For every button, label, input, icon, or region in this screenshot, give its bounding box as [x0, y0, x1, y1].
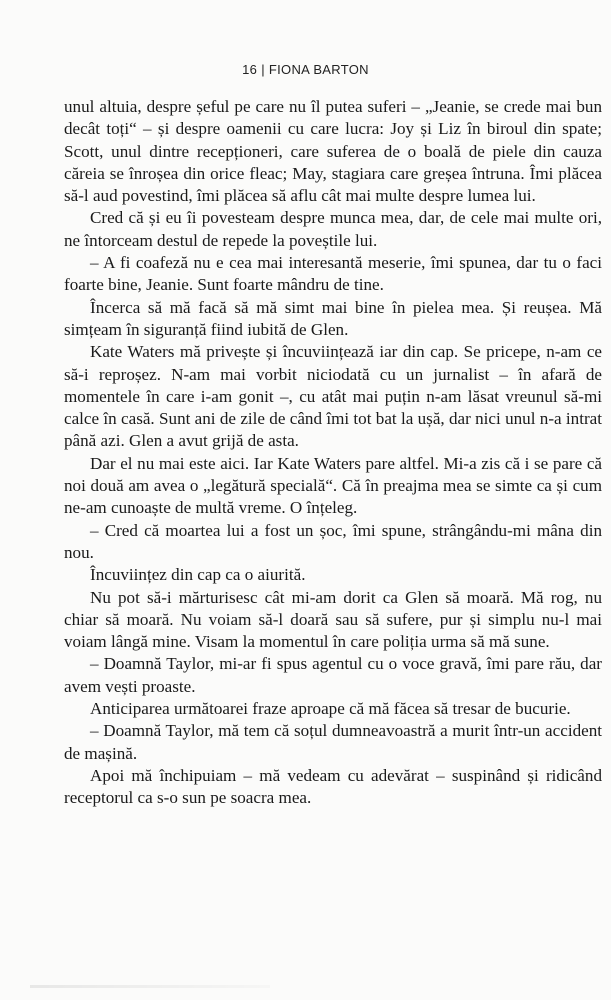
- paragraph: – A fi coafeză nu e cea mai interesantă meserie, îmi spunea, dar tu o faci foarte bine, Jeanie. Sunt foarte mândru de tine.: [64, 253, 602, 295]
- paragraph: – Doamnă Taylor, mă tem că soțul dumneavoastră a murit într-un accident de mașină.: [64, 721, 602, 763]
- running-header: [0, 62, 611, 77]
- paragraph: unul altuia, despre șeful pe care nu îl putea suferi – „Jeanie, se crede mai bun decât toți“ – și despre oamenii cu care lucra: Joy și Liz în biroul din spate; Scott, unul dintre recepționeri, care suferea de o boală de piele din cauza căreia se înroșea din orice fleac; May, stagiara care greșea întruna. Îmi plăcea să-l aud povestind, îmi plăcea să aflu cât mai multe despre lumea lui.: [64, 97, 602, 206]
- header-separator: |: [261, 62, 265, 77]
- paragraph: Cred că și eu îi povesteam despre munca mea, dar, de cele mai multe ori, ne întorceam destul de repede la poveștile lui.: [64, 208, 602, 250]
- paragraph: Încerca să mă facă să mă simt mai bine în pielea mea. Și reușea. Mă simțeam în siguranță fiind iubită de Glen.: [64, 297, 602, 339]
- paragraph: Nu pot să-i mărturisesc cât mi-am dorit ca Glen să moară. Mă rog, nu chiar să moară. Nu voiam să-l doară sau să sufere, pur și simplu nu-l mai voiam lângă mine. Visam la momentul în care poliția urma să mă sune.: [64, 587, 602, 652]
- scan-edge-smudge: [30, 985, 270, 988]
- paragraph: – Cred că moartea lui a fost un șoc, îmi spune, strângându-mi mâna din nou.: [64, 520, 602, 562]
- paragraph: Anticiparea următoarei fraze aproape că mă făcea să tresar de bucurie.: [90, 699, 571, 719]
- paragraph: Dar el nu mai este aici. Iar Kate Waters pare altfel. Mi-a zis că i se pare că noi două am avea o „legătură specială“. Că în preajma mea se simte ca și cum ne-am cunoaște de multă vreme. O înțeleg.: [64, 453, 602, 518]
- body-text: [64, 96, 602, 810]
- paragraph: Kate Waters mă privește și încuviințează iar din cap. Se pricepe, n-am ce să-i reproșez. N-am mai vorbit niciodată cu un jurnalist – în afară de momentele în care i-am gonit –, cu atât mai puțin n-am lăsat vreunul să-mi calce în casă. Sunt ani de zile de când îmi tot bat la ușă, dar nici unul n-a intrat până azi. Glen a avut grijă de asta.: [64, 342, 602, 451]
- paragraph: Apoi mă închipuiam – mă vedeam cu adevărat – suspinând și ridicând receptorul ca s-o sun pe soacra mea.: [64, 765, 602, 808]
- paragraph: – Doamnă Taylor, mi-ar fi spus agentul cu o voce gravă, îmi pare rău, dar avem vești proaste.: [64, 654, 602, 696]
- author-name: FIONA BARTON: [268, 62, 369, 77]
- page-number: 16: [242, 62, 258, 77]
- paragraph: Încuviințez din cap ca o aiurită.: [90, 565, 306, 585]
